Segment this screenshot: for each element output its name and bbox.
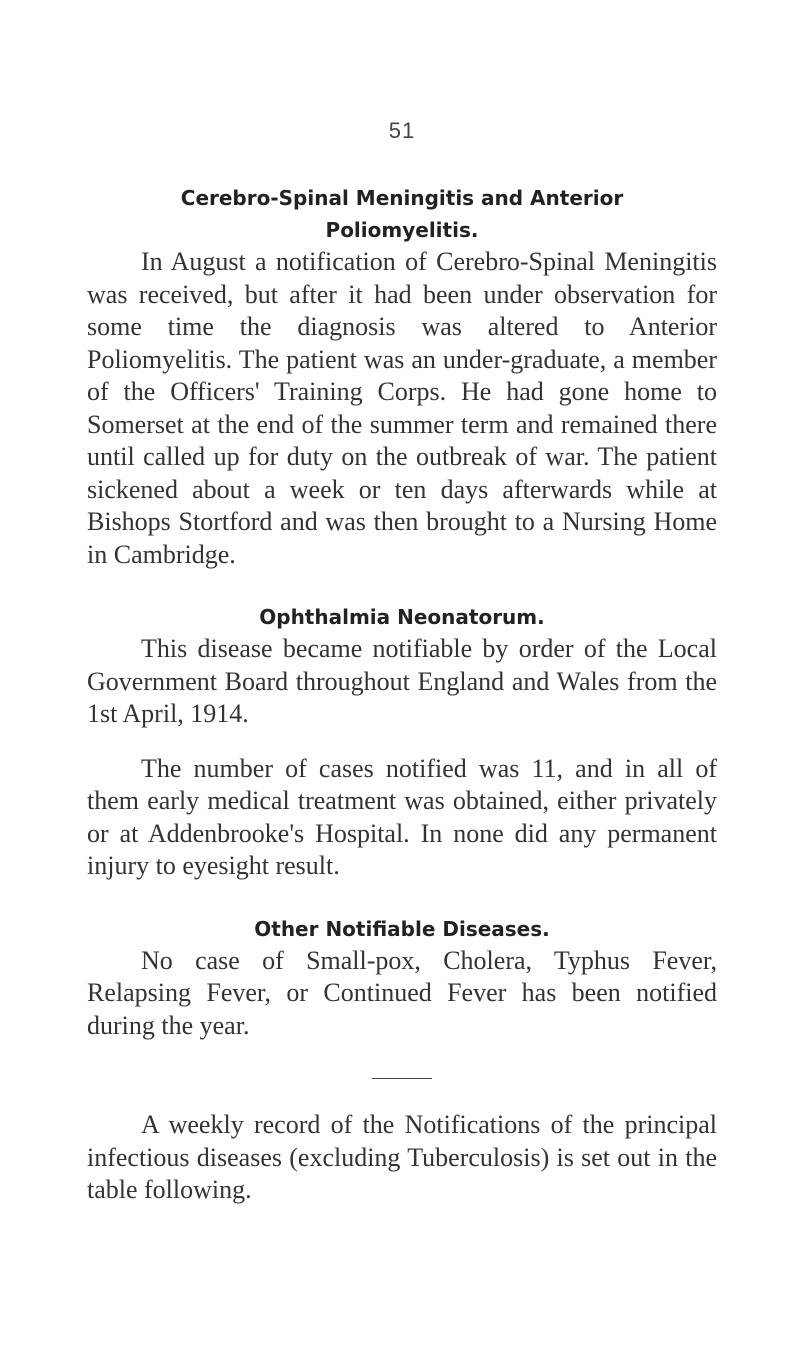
heading-line-2: Poliomyelitis. (325, 218, 479, 242)
section-other-diseases (87, 913, 717, 1043)
section-ophthalmia (87, 601, 717, 883)
document-page (87, 118, 717, 1207)
divider (87, 1078, 717, 1079)
section-heading: Ophthalmia Neonatorum. (259, 605, 545, 629)
heading-line-1: Cerebro-Spinal Meningitis and Anterior (180, 186, 624, 210)
paragraph: The number of cases notified was 11, and in all of them early medical treatment was obtained, either privately or at Addenbrooke's Hospital. In none did any permanent injury to eyesight result. (87, 753, 717, 880)
section-meningitis (87, 182, 717, 571)
divider-rule (372, 1078, 432, 1079)
closing-paragraph: A weekly record of the Notifications of the principal infectious diseases (excluding Tuberculosis) is set out in the table following. (87, 1110, 717, 1204)
paragraph: No case of Small-pox, Cholera, Typhus Fever, Relapsing Fever, or Continued Fever has been notified during the year. (87, 945, 717, 1040)
section-heading (87, 182, 717, 246)
paragraph: In August a notification of Cerebro-Spinal Meningitis was received, but after it had been under observation for some time the diagnosis was altered to Anterior Poliomyelitis. The patient was an under-graduate, a member of the Officers' Training Corps. He had gone home to Somerset at the end of the summer term and remained there until called up for duty on the outbreak of war. The patient sickened about a week or ten days afterwards while at Bishops Stortford and was then brought to a Nursing Home in Cambridge. (87, 247, 717, 569)
paragraph: This disease became notifiable by order of the Local Government Board throughout England and Wales from the 1st April, 1914. (87, 634, 717, 728)
section-heading: Other Notifiable Diseases. (254, 916, 550, 941)
page-number: 51 (388, 118, 416, 143)
